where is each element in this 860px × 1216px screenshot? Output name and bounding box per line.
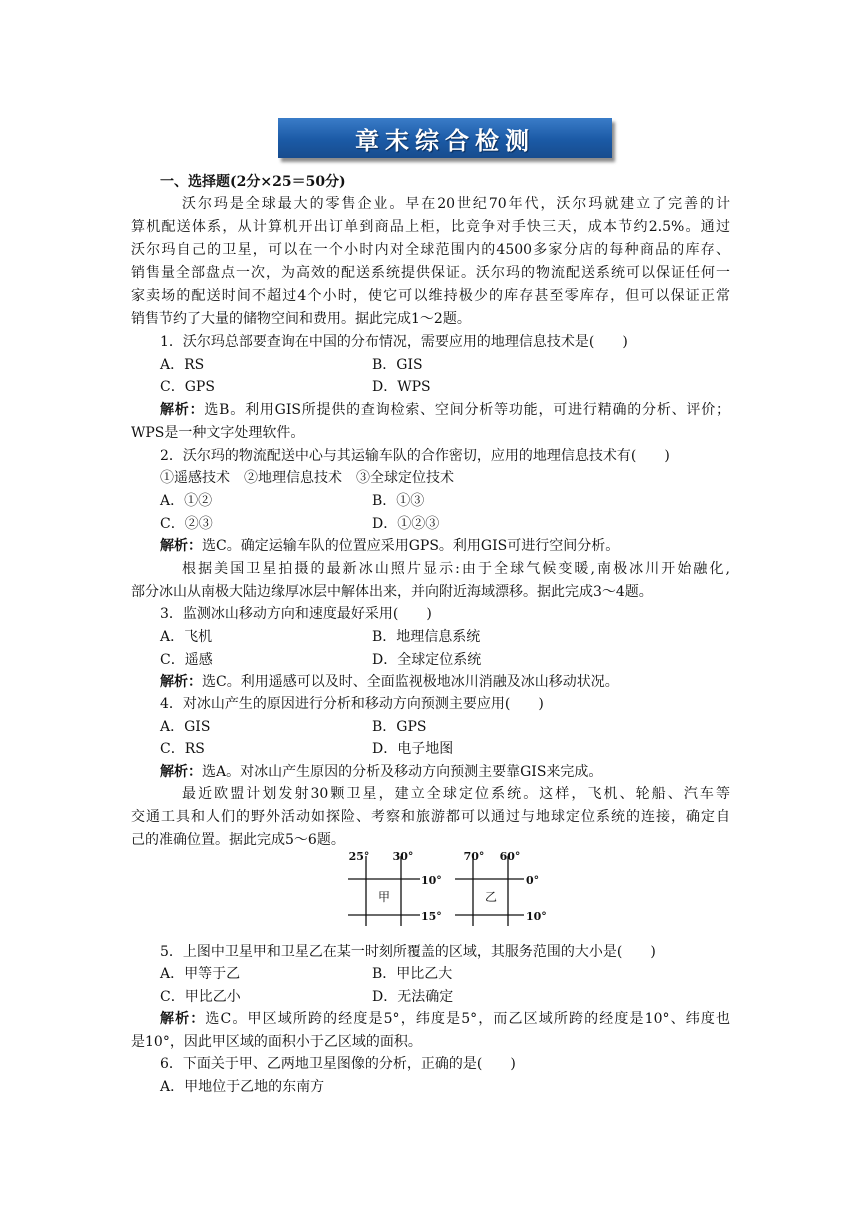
answer-label: 解析：: [160, 764, 202, 780]
answer-line: [160, 400, 730, 420]
answer-label: 解析：: [160, 674, 202, 690]
question-6-stem: 6．下面关于甲、乙两地卫星图像的分析，正确的是( ): [160, 1056, 516, 1072]
answer-line: 是10°，因此甲区域的面积小于乙区域的面积。: [131, 1034, 422, 1050]
question-2-items: ①遥感技术 ②地理信息技术 ③全球定位技术: [160, 470, 454, 486]
grid-yi: [455, 850, 547, 926]
answer-text: 选C。利用遥感可以及时、全面监视极地冰川消融及冰山移动状况。: [202, 674, 619, 690]
option-a: A．甲等于乙: [160, 966, 241, 982]
option-b: B．甲比乙大: [372, 966, 453, 982]
answer-label: 解析：: [160, 402, 205, 418]
passage-line: 算机配送体系，从计算机开出订单到商品上柜，比竞争对手快三天，成本节约2.5%。通过: [131, 219, 730, 235]
longitude-label: 30°: [392, 850, 414, 863]
title-banner: [278, 118, 612, 158]
passage-line: 销售节约了大量的储物空间和费用。据此完成1～2题。: [131, 311, 471, 327]
longitude-label: 60°: [499, 850, 521, 863]
answer-text: 选C。确定运输车队的位置应采用GPS。利用GIS可进行空间分析。: [202, 538, 620, 554]
answer-line: [160, 536, 619, 556]
passage-line: 根据美国卫星拍摄的最新冰山照片显示:由于全球气候变暖,南极冰川开始融化,: [182, 561, 730, 577]
passage-line: 部分冰山从南极大陆边缘厚冰层中解体出来，并向附近海域漂移。据此完成3～4题。: [131, 584, 653, 600]
option-a: A．①②: [160, 493, 213, 509]
option-b: B．地理信息系统: [372, 629, 481, 645]
answer-line: [160, 1009, 730, 1029]
question-4-stem: 4．对冰山产生的原因进行分析和移动方向预测主要应用( ): [160, 696, 544, 712]
answer-text: 选B。利用GIS所提供的查询检索、空间分析等功能，可进行精确的分析、评价；: [204, 402, 731, 418]
page-title: 章末综合检测: [355, 126, 535, 155]
answer-text: 选C。甲区域所跨的经度是5°，纬度是5°，而乙区域所跨的经度是10°、纬度也: [205, 1011, 730, 1027]
option-d: D．无法确定: [372, 989, 454, 1005]
longitude-label: 25°: [348, 850, 370, 863]
option-a: A．甲地位于乙地的东南方: [160, 1079, 325, 1095]
option-b: B．GPS: [372, 719, 427, 735]
coordinate-grid-figure: [340, 846, 552, 928]
question-2-stem: 2．沃尔玛的物流配送中心与其运输车队的合作密切，应用的地理信息技术有( ): [160, 448, 670, 464]
option-c: C．②③: [160, 516, 213, 532]
latitude-label: 0°: [526, 874, 540, 887]
question-1-stem: 1．沃尔玛总部要查询在中国的分布情况，需要应用的地理信息技术是( ): [160, 334, 628, 350]
answer-label: 解析：: [160, 538, 202, 554]
latitude-label: 10°: [526, 910, 547, 923]
option-b: B．GIS: [372, 357, 423, 373]
section-heading: 一、选择题(2分×25＝50分): [160, 174, 346, 190]
option-a: A．GIS: [160, 719, 211, 735]
answer-label: 解析：: [160, 1011, 206, 1027]
option-d: D．WPS: [372, 379, 431, 395]
passage-line: 家卖场的配送时间不超过4个小时，使它可以维持极少的库存甚至零库存，但可以保证正常: [131, 288, 730, 304]
passage-line: 己的准确位置。据此完成5～6题。: [131, 832, 345, 848]
option-d: D．电子地图: [372, 741, 454, 757]
question-3-stem: 3．监测冰山移动方向和速度最好采用( ): [160, 606, 432, 622]
passage-line: 交通工具和人们的野外活动如探险、考察和旅游都可以通过与地球定位系统的连接，确定自: [131, 809, 730, 825]
answer-line: [160, 672, 619, 692]
passage-line: 最近欧盟计划发射30颗卫星，建立全球定位系统。这样，飞机、轮船、汽车等: [182, 786, 730, 802]
option-c: C．GPS: [160, 379, 215, 395]
answer-line: WPS是一种文字处理软件。: [131, 425, 305, 441]
option-a: A．飞机: [160, 629, 213, 645]
passage-line: 沃尔玛自己的卫星，可以在一个小时内对全球范围内的4500多家分店的每种商品的库存、: [131, 242, 730, 258]
passage-line: 沃尔玛是全球最大的零售企业。早在20世纪70年代，沃尔玛就建立了完善的计: [182, 196, 730, 212]
latitude-label: 15°: [421, 910, 442, 923]
region-label-yi: 乙: [484, 890, 498, 904]
latitude-label: 10°: [421, 874, 442, 887]
region-label-jia: 甲: [377, 890, 391, 904]
option-b: B．①③: [372, 493, 425, 509]
answer-line: [160, 762, 602, 782]
question-5-stem: 5．上图中卫星甲和卫星乙在某一时刻所覆盖的区域，其服务范围的大小是( ): [160, 944, 656, 960]
option-d: D．①②③: [372, 516, 440, 532]
option-c: C．甲比乙小: [160, 989, 241, 1005]
longitude-label: 70°: [463, 850, 485, 863]
grid-jia: [348, 850, 442, 926]
option-d: D．全球定位系统: [372, 652, 482, 668]
option-c: C．RS: [160, 741, 205, 757]
answer-text: 选A。对冰山产生原因的分析及移动方向预测主要靠GIS来完成。: [202, 764, 603, 780]
option-a: A．RS: [160, 357, 205, 373]
passage-line: 销售量全部盘点一次，为高效的配送系统提供保证。沃尔玛的物流配送系统可以保证任何一: [131, 265, 730, 281]
option-c: C．遥感: [160, 652, 213, 668]
